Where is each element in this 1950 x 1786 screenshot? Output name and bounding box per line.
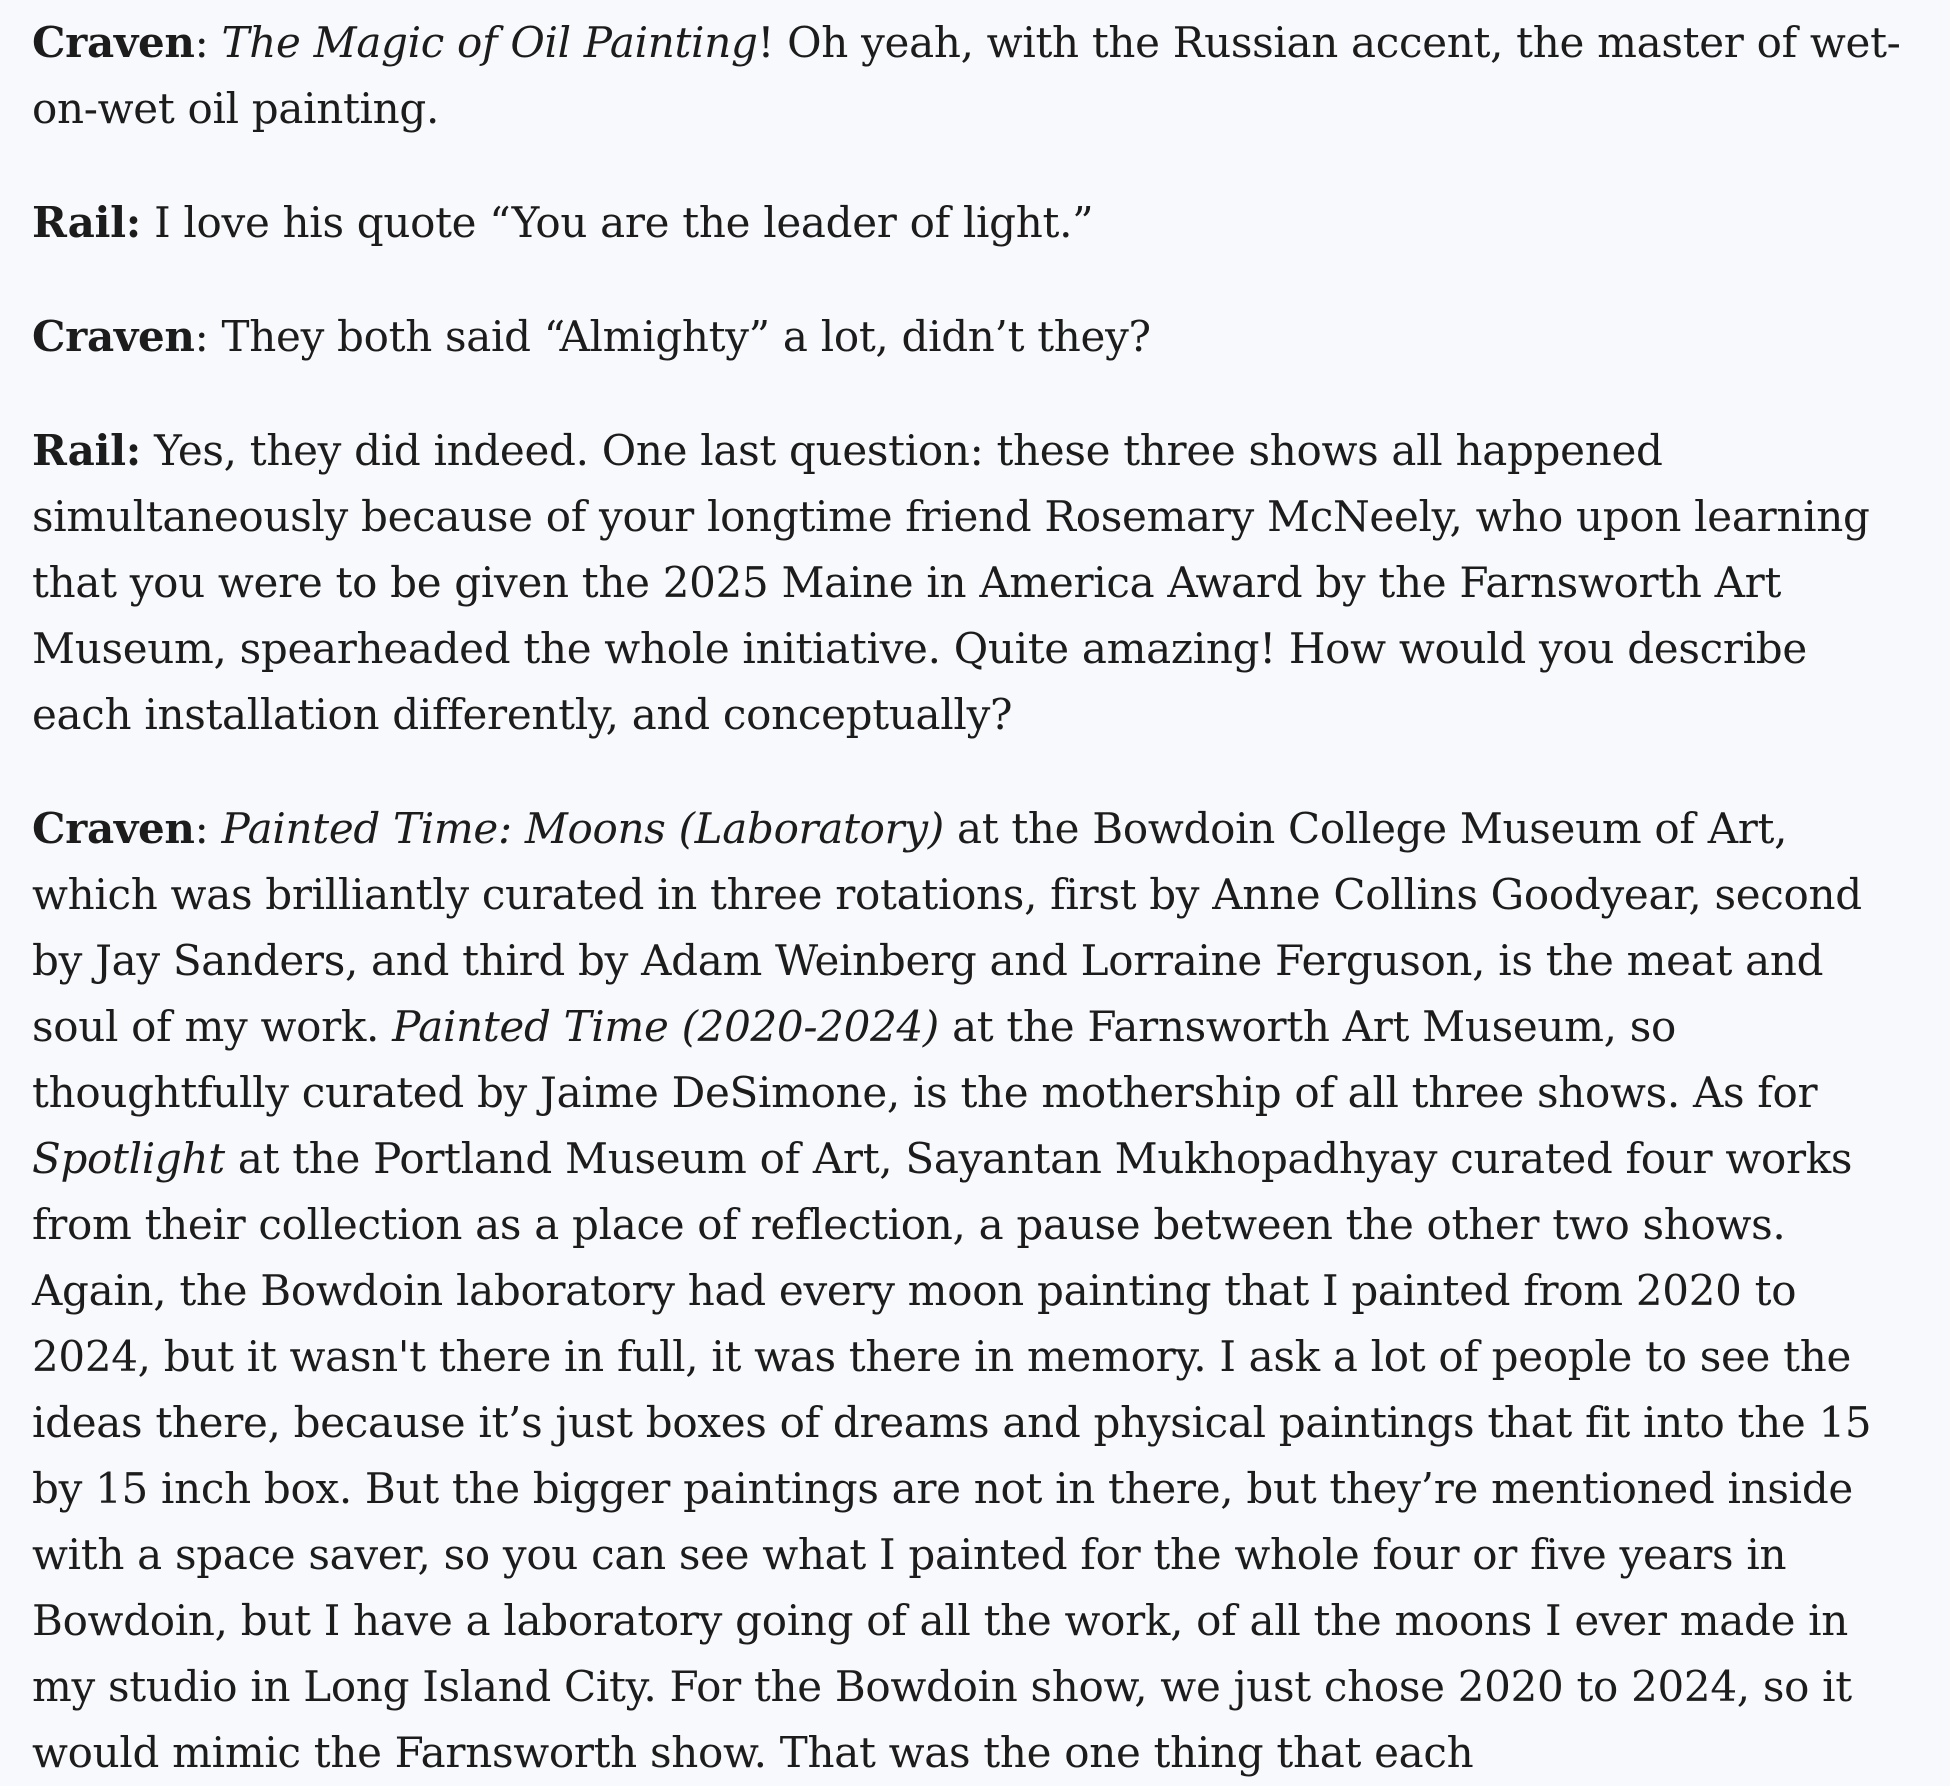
paragraph-text: ! Oh yeah, with the Russian accent, the master of wet-on-wet oil painting.: [32, 18, 1901, 133]
speaker-label: Craven: [32, 312, 195, 361]
paragraph-text: I love his quote “You are the leader of light.”: [141, 198, 1094, 247]
exhibition-title-farnsworth: Painted Time (2020-2024): [392, 1002, 940, 1051]
exhibition-title-bowdoin: Painted Time: Moons (Laboratory): [221, 804, 944, 853]
interview-paragraph-2: [32, 190, 1918, 256]
speaker-label: Craven: [32, 18, 195, 67]
speaker-label: Rail:: [32, 426, 142, 475]
exhibition-title-portland: Spotlight: [32, 1134, 225, 1183]
interview-paragraph-5: Craven: Painted Time: Moons (Laboratory) at the Bowdoin College Museum of Art, which was brilliantly curated in three rotations, first by Anne Collins Goodyear, second by Jay Sanders, and third by Adam Weinberg and Lorraine Ferguson, is the meat and soul of my work. Painted Time (2020-2024) at the Farnsworth Art Museum, so thoughtfully curated by Jaime DeSimone, is the mothership of all three shows. As for Spotlight at the Portland Museum of Art, Sayantan Mukhopadhyay curated four works from their collection as a place of reflection, a pause between the other two shows. Again, the Bowdoin laboratory had every moon painting that I painted from 2020 to 2024, but it wasn't there in full, it was there in memory. I ask a lot of people to see the ideas there, because it’s just boxes of dreams and physical paintings that fit into the 15 by 15 inch box. But the bigger paintings are not in there, but they’re mentioned inside with a space saver, so you can see what I painted for the whole four or five years in Bowdoin, but I have a laboratory going of all the work, of all the moons I ever made in my studio in Long Island City. For the Bowdoin show, we just chose 2020 to 2024, so it would mimic the Farnsworth show. That was the one thing that each: [32, 804, 1872, 1777]
artwork-title: The Magic of Oil Painting: [221, 18, 758, 67]
paragraph-text: They both said “Almighty” a lot, didn’t they?: [208, 312, 1151, 361]
interview-paragraph-1: Craven: The Magic of Oil Painting! Oh yeah, with the Russian accent, the master of wet-on-wet oil painting.: [32, 18, 1901, 133]
paragraph-text: at the Portland Museum of Art, Sayantan Mukhopadhyay curated four works from their collection as a place of reflection, a pause between the other two shows. Again, the Bowdoin laboratory had every moon painting that I painted from 2020 to 2024, but it wasn't there in full, it was there in memory. I ask a lot of people to see the ideas there, because it’s just boxes of dreams and physical paintings that fit into the 15 by 15 inch box. But the bigger paintings are not in there, but they’re mentioned inside with a space saver, so you can see what I painted for the whole four or five years in Bowdoin, but I have a laboratory going of all the work, of all the moons I ever made in my studio in Long Island City. For the Bowdoin show, we just chose 2020 to 2024, so it would mimic the Farnsworth show. That was the one thing that each: [32, 1134, 1872, 1777]
interview-paragraph-4: [32, 418, 1918, 748]
paragraph-text: at the Bowdoin College Museum of Art, which was brilliantly curated in three rotations, first by Anne Collins Goodyear, second by Jay Sanders, and third by Adam Weinberg and Lorraine Ferguson, is the meat and soul of my work.: [32, 804, 1862, 1051]
paragraph-text: at the Farnsworth Art Museum, so thoughtfully curated by Jaime DeSimone, is the mothership of all three shows. As for: [32, 1002, 1818, 1117]
interview-paragraph-3: Craven: They both said “Almighty” a lot, didn’t they?: [32, 312, 1151, 361]
paragraph-text: Yes, they did indeed. One last question: these three shows all happened simultaneously because of your longtime friend Rosemary McNeely, who upon learning that you were to be given the 2025 Maine in America Award by the Farnsworth Art Museum, spearheaded the whole initiative. Quite amazing! How would you describe each installation differently, and conceptually?: [32, 426, 1870, 739]
speaker-label: Rail:: [32, 198, 142, 247]
speaker-label: Craven: [32, 804, 195, 853]
